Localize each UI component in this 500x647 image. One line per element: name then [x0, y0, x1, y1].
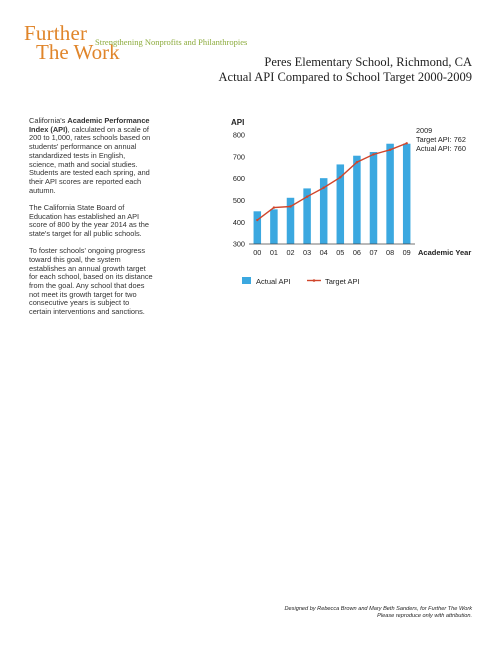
target-point — [256, 219, 258, 221]
bar-actual-api — [403, 144, 411, 244]
p1-intro: California's — [29, 116, 68, 125]
footer-credit — [285, 606, 472, 620]
y-tick-label: 700 — [232, 152, 245, 162]
annotation-year: 2009 — [416, 126, 433, 135]
legend-label-actual: Actual API — [256, 277, 291, 286]
bar-actual-api — [254, 211, 261, 244]
target-point — [339, 176, 341, 178]
bar-actual-api — [386, 144, 394, 244]
annotation-target: Target API: 762 — [416, 135, 466, 144]
target-point — [289, 205, 291, 207]
bar-actual-api — [353, 156, 361, 244]
x-tick-label: 08 — [386, 248, 395, 257]
x-axis-title: Academic Year — [418, 248, 472, 257]
footer-attribution: Please reproduce only with attribution. — [377, 613, 472, 619]
x-tick-label: 06 — [352, 248, 361, 257]
brand-word-the-work: The Work — [36, 40, 120, 64]
y-axis-title: API — [231, 118, 245, 127]
target-point — [306, 195, 308, 197]
target-point — [356, 161, 358, 163]
y-tick-label: 600 — [232, 174, 245, 184]
x-tick-label: 07 — [369, 248, 378, 257]
x-tick-label: 03 — [303, 248, 312, 257]
x-tick-label: 02 — [286, 248, 295, 257]
y-tick-label: 500 — [232, 196, 245, 205]
legend-swatch-actual — [242, 277, 251, 284]
target-point — [273, 206, 275, 208]
y-tick-label: 300 — [232, 239, 245, 249]
target-point — [389, 149, 391, 151]
bars — [254, 144, 411, 244]
annotation-actual: Actual API: 760 — [416, 144, 466, 153]
api-chart — [0, 0, 500, 320]
brand-tagline: Strengthening Nonprofits and Philanthropies — [95, 37, 248, 47]
title-line-subject: Actual API Compared to School Target 2000-2009 — [218, 70, 472, 84]
x-tick-label: 04 — [319, 248, 328, 257]
x-axis — [253, 248, 411, 257]
bar-actual-api — [270, 209, 278, 244]
x-tick-label: 05 — [336, 248, 345, 257]
legend — [242, 277, 360, 286]
target-point — [372, 153, 374, 155]
y-tick-label: 800 — [232, 130, 245, 140]
x-tick-label: 00 — [253, 248, 262, 257]
target-point — [323, 187, 325, 189]
footer-designers: Designed by Rebecca Brown and Mary Beth Sanders, for Further The Work — [284, 606, 472, 612]
y-axis — [233, 131, 245, 249]
annotation-2009 — [416, 126, 466, 153]
x-tick-label: 09 — [402, 248, 411, 257]
sidebar-paragraph-2: The California State Board of Education has established an API score of 800 by the year 2014 as the state's target for all public schools. — [29, 202, 149, 238]
x-tick-label: 01 — [269, 248, 278, 257]
brand-word-further: Further — [24, 21, 88, 45]
title-line-school: Peres Elementary School, Richmond, CA — [264, 55, 472, 69]
legend-marker-target — [313, 279, 316, 282]
sidebar-paragraph-3: To foster schools' ongoing progress toward this goal, the system establishes an annual growth target for each school, based on its distance from the goal. Any school that does not meet its growth target for two consecutive years is subject to certain interventions and sanctions. — [29, 246, 153, 317]
p1-term: Academic Performance Index (API) — [29, 116, 150, 134]
bar-actual-api — [370, 152, 378, 244]
y-tick-label: 400 — [232, 217, 245, 227]
p1-body: , calculated on a scale of 200 to 1,000, rates schools based on students' performance on annual standardized tests in English, science, math and social studies. Students are tested each spring, and their API scores are reported each autumn. — [29, 124, 151, 195]
target-point — [406, 142, 408, 144]
legend-label-target: Target API — [325, 277, 360, 286]
target-line — [257, 143, 406, 220]
